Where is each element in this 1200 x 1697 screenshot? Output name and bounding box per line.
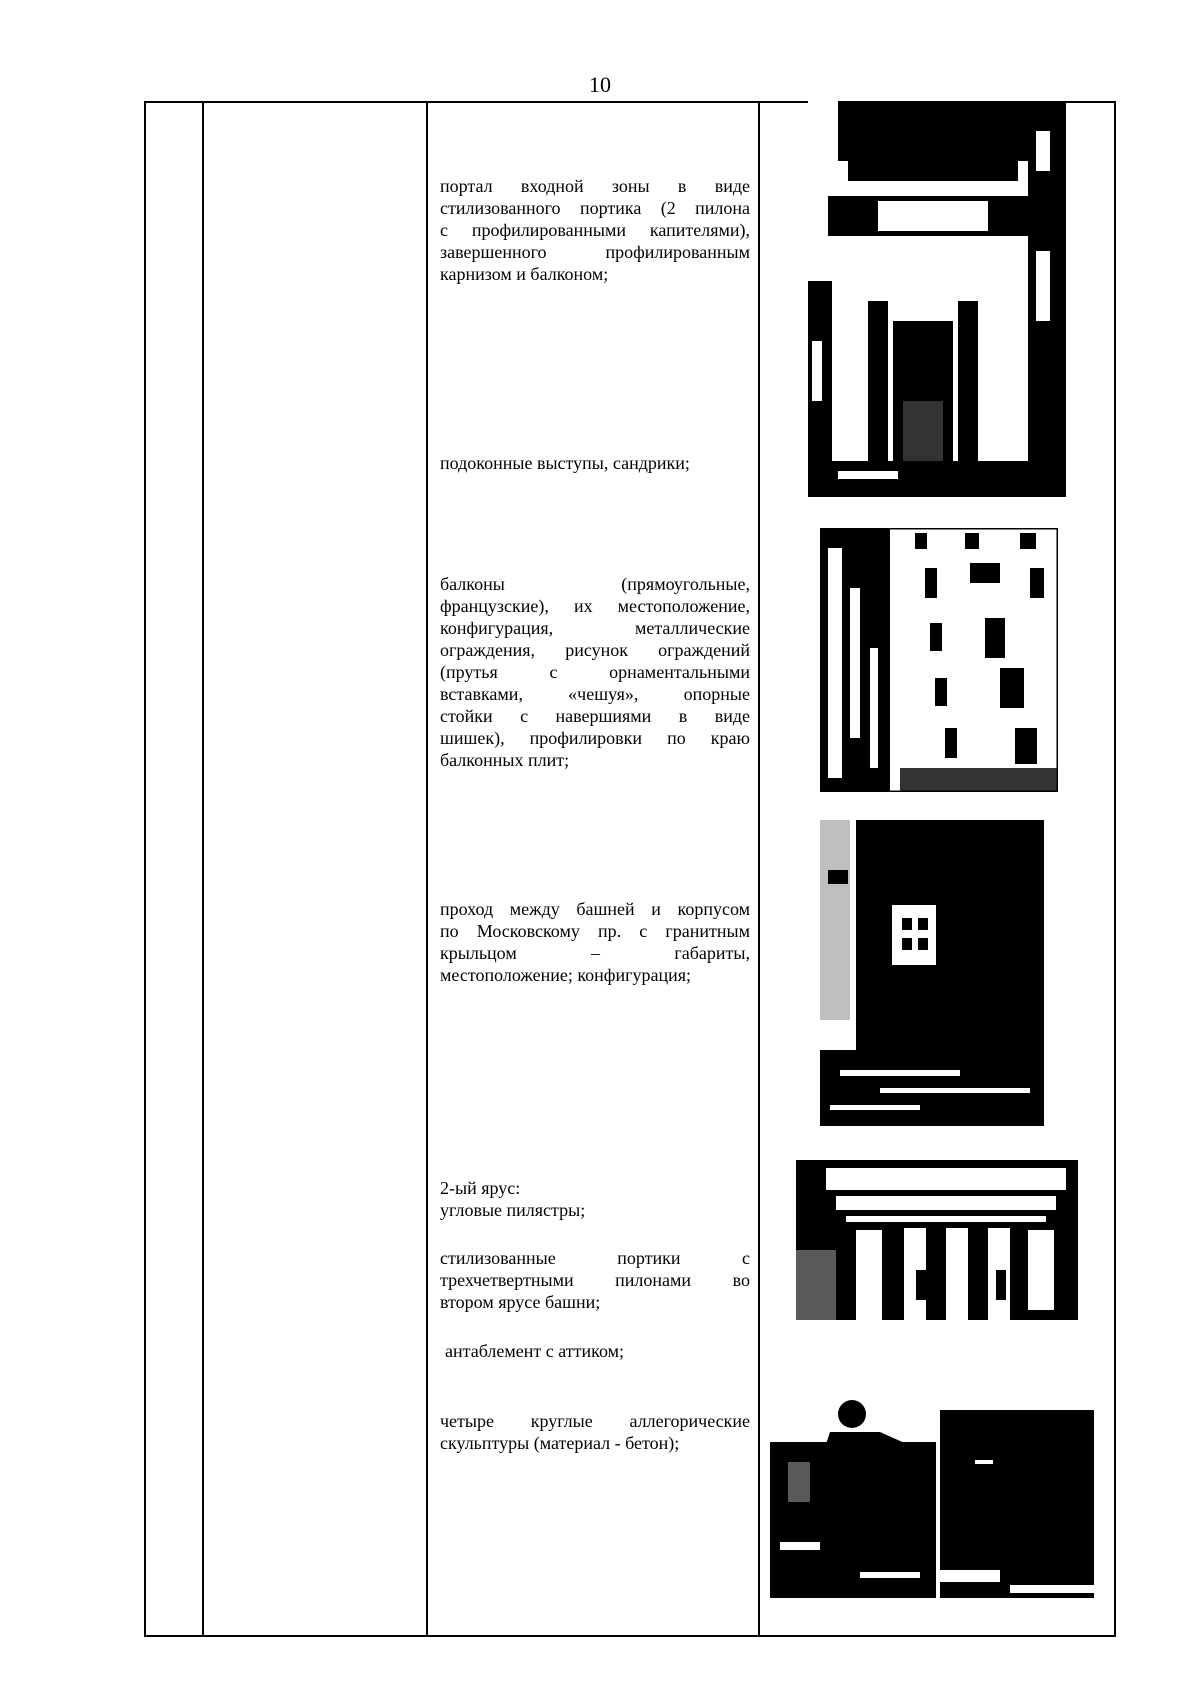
sculpture-photo-2: [940, 1410, 1094, 1598]
column-divider-3: [758, 103, 760, 1635]
pilasters-description: угловые пилястры;: [440, 1200, 586, 1220]
portal-photo: [808, 101, 1066, 497]
porticos-description: стилизованные портики с трехчетвертными пилонами во втором ярусе башни;: [440, 1248, 750, 1312]
sculpture-photo-1: [770, 1392, 936, 1598]
balconies-photo: [820, 528, 1058, 792]
portal-description: портал входной зоны в виде стилизованного портика (2 пилона с профилированными капителями), завершенного профилированным карнизом и балконом;: [440, 176, 750, 284]
tier2-heading: 2-ый ярус:: [440, 1178, 521, 1198]
column-divider-1: [202, 103, 204, 1635]
page-number: 10: [589, 72, 611, 97]
column-divider-2: [426, 103, 428, 1635]
entablature-description: антаблемент с аттиком;: [445, 1341, 625, 1361]
windows-description: подоконные выступы, сандрики;: [440, 453, 690, 473]
sculptures-description: четыре круглые аллегорические скульптуры (материал - бетон);: [440, 1411, 750, 1453]
passage-description: проход между башней и корпусом по Московскому пр. с гранитным крыльцом – габариты, местоположение; конфигурация;: [440, 899, 750, 985]
balconies-description: балконы (прямоугольные, французские), их местоположение, конфигурация, металлические ограждения, рисунок ограждений (прутья с орнаментальными вставками, «чешуя», опорные стойки с навершиями в виде шишек), профилировки по краю балконных плит;: [440, 574, 750, 770]
tier2-photo: [796, 1160, 1078, 1320]
passage-photo: [820, 820, 1044, 1126]
